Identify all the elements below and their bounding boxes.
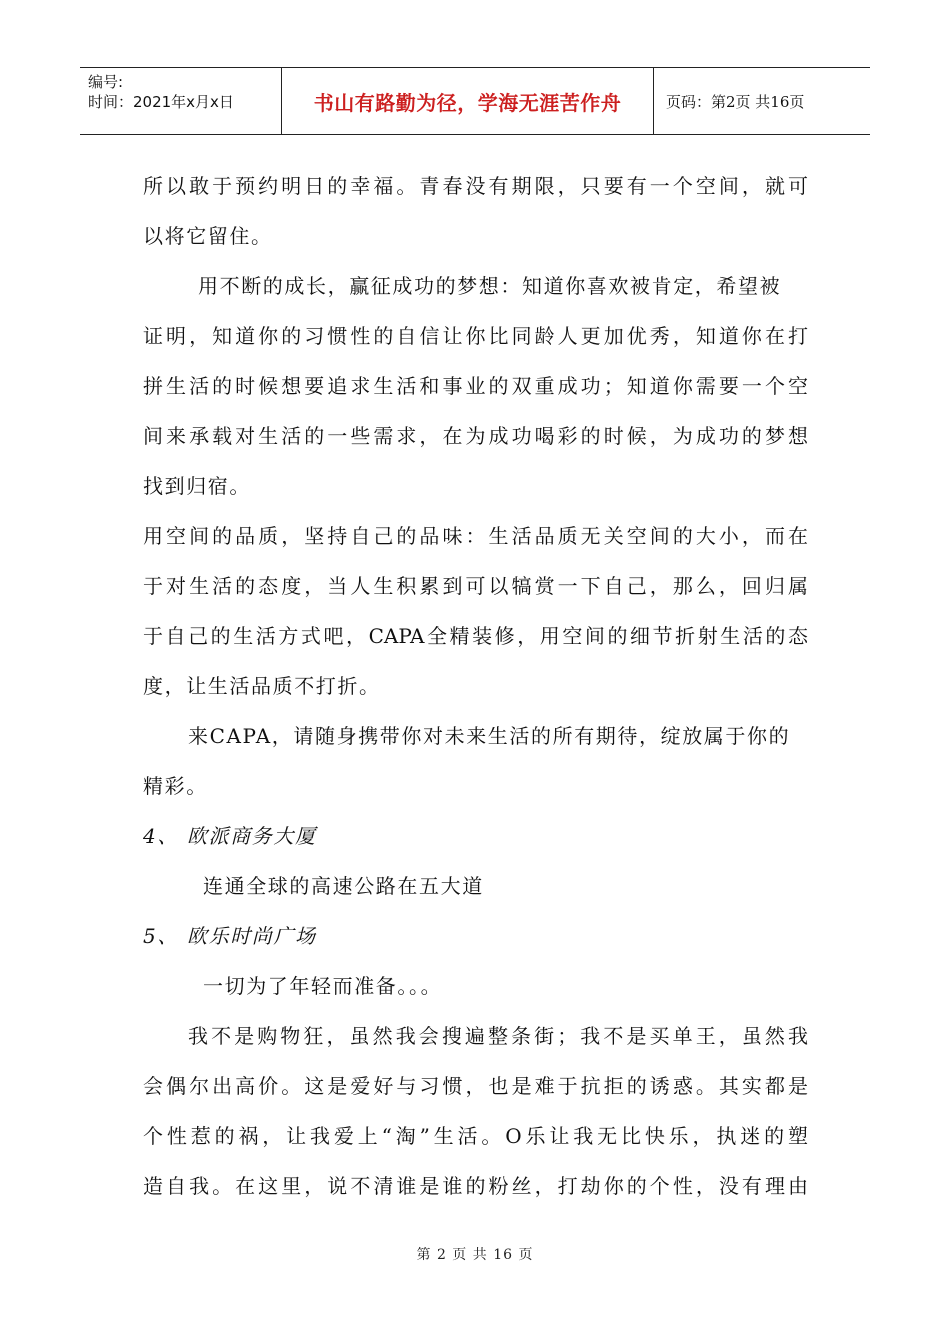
paragraph-line: 于对生活的态度，当人生积累到可以犒赏一下自己，那么，回归属	[143, 574, 808, 598]
paragraph-line: 间来承载对生活的一些需求，在为成功喝彩的时候，为成功的梦想	[143, 424, 808, 448]
paragraph-line: 连通全球的高速公路在五大道	[203, 874, 484, 898]
paragraph-line: 找到归宿。	[143, 474, 251, 498]
paragraph-line: 个性惹的祸，让我爱上“淘”生活。O乐让我无比快乐，执迷的塑	[143, 1124, 808, 1148]
paragraph-line: 拼生活的时候想要追求生活和事业的双重成功；知道你需要一个空	[143, 374, 808, 398]
paragraph-line: 精彩。	[143, 774, 208, 798]
paragraph-line: 所以敢于预约明日的幸福。青春没有期限，只要有一个空间，就可	[143, 174, 808, 198]
section-number: 5、	[143, 924, 179, 948]
doc-date: 时间：2021年x月x日	[88, 93, 234, 111]
section-title: 欧乐时尚广场	[187, 924, 317, 948]
page-header	[80, 67, 870, 135]
paragraph-line: 一切为了年轻而准备。。。	[203, 974, 443, 998]
section-title: 欧派商务大厦	[187, 824, 317, 848]
paragraph-line: 用空间的品质，坚持自己的品味：生活品质无关空间的大小，而在	[143, 524, 808, 548]
paragraph-line: 度，让生活品质不打折。	[143, 674, 381, 698]
paragraph-line: 证明，知道你的习惯性的自信让你比同龄人更加优秀，知道你在打	[143, 324, 808, 348]
header-meta	[80, 68, 282, 134]
section-heading	[143, 811, 808, 861]
doc-number-label: 编号:	[88, 73, 124, 91]
paragraph-line: 用不断的成长，赢征成功的梦想：知道你喜欢被肯定，希望被	[198, 274, 782, 298]
paragraph-line: 会偶尔出高价。这是爱好与习惯，也是难于抗拒的诱惑。其实都是	[143, 1074, 808, 1098]
section-number: 4、	[143, 824, 179, 848]
paragraph-line: 我不是购物狂，虽然我会搜遍整条街；我不是买单王，虽然我	[188, 1024, 808, 1048]
paragraph-line: 造自我。在这里，说不清谁是谁的粉丝，打劫你的个性，没有理由	[143, 1174, 808, 1198]
paragraph-line: 以将它留住。	[143, 224, 273, 248]
page-footer: 第 2 页 共 16 页	[416, 1247, 534, 1263]
paragraph-line: 于自己的生活方式吧，CAPA全精装修，用空间的细节折射生活的态	[143, 624, 808, 648]
section-heading	[143, 911, 808, 961]
header-motto: 书山有路勤为径，学海无涯苦作舟	[282, 68, 654, 134]
paragraph-line: 来CAPA，请随身携带你对未来生活的所有期待，绽放属于你的	[188, 724, 791, 748]
header-page-info: 页码：第2页 共16页	[666, 92, 805, 111]
document-body	[143, 161, 808, 1211]
